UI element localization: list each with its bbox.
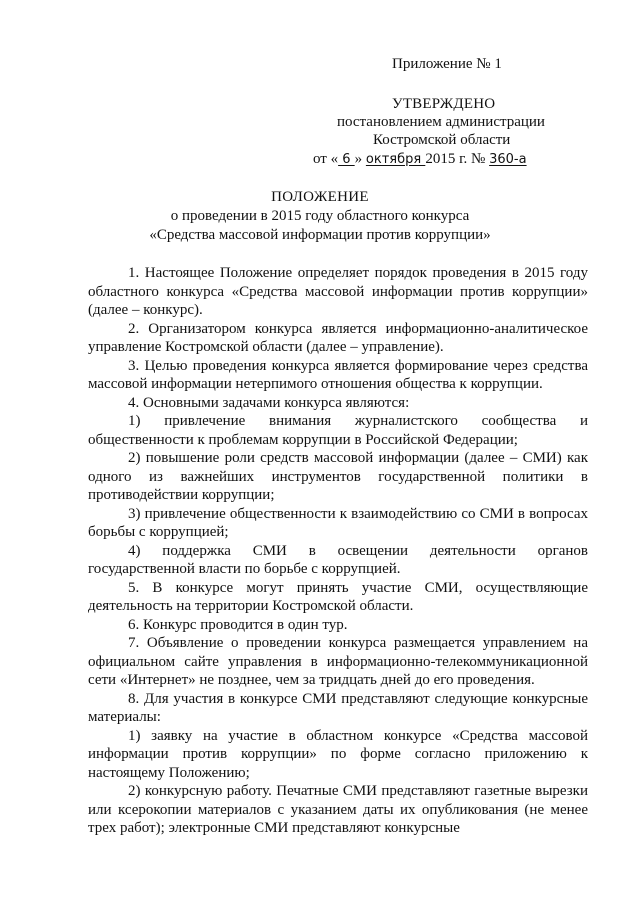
decree-number: 360-а bbox=[489, 152, 527, 167]
title-subtitle-1: о проведении в 2015 году областного конкурса bbox=[170, 208, 470, 224]
date-month: октября bbox=[365, 152, 426, 167]
paragraph: 2) конкурсную работу. Печатные СМИ представляют газетные вырезки или ксерокопии материалов с указанием даты их опубликования (не менее трех работ); электронные СМИ представляют конкурсные bbox=[88, 783, 588, 836]
title-main: ПОЛОЖЕНИЕ bbox=[271, 189, 369, 205]
paragraph: 4. Основными задачами конкурса являются: bbox=[128, 394, 410, 411]
decree-date-line bbox=[313, 149, 527, 170]
paragraph: 1) привлечение внимания журналистского сообщества и общественности к проблемам коррупции в Российской Федерации; bbox=[88, 413, 588, 448]
title-subtitle-2: «Средства массовой информации против коррупции» bbox=[149, 227, 491, 243]
document-body bbox=[88, 264, 588, 838]
paragraph: 7. Объявление о проведении конкурса размещается управлением на официальном сайте управления в информационно-телекоммуникационной сети «Интернет» не позднее, чем за тридцать дней до его проведения. bbox=[88, 635, 588, 688]
paragraph: 1) заявку на участие в областном конкурсе «Средства массовой информации против коррупции» по форме согласно приложению к настоящему Положению; bbox=[88, 727, 588, 781]
date-year: 2015 г. № bbox=[425, 151, 490, 167]
region-line: Костромской области bbox=[373, 132, 511, 148]
paragraph: 4) поддержка СМИ в освещении деятельности органов государственной власти по борьбе с коррупцией. bbox=[88, 542, 588, 577]
paragraph: 6. Конкурс проводится в один тур. bbox=[128, 616, 348, 633]
paragraph: 1. Настоящее Положение определяет порядок проведения в 2015 году областного конкурса «Средства массовой информации против коррупции» (далее – конкурс). bbox=[88, 265, 588, 318]
paragraph: 3. Целью проведения конкурса является формирование через средства массовой информации нетерпимого отношения общества к коррупции. bbox=[88, 357, 588, 392]
approved-stamp-text: УТВЕРЖДЕНО bbox=[392, 96, 496, 112]
paragraph: 2. Организатором конкурса является информационно-аналитическое управление Костромской области (далее – управление). bbox=[88, 320, 588, 355]
date-prefix: от « bbox=[313, 151, 339, 167]
date-day: 6 bbox=[338, 152, 355, 167]
paragraph: 3) привлечение общественности к взаимодействию со СМИ в вопросах борьбы с коррупцией; bbox=[88, 505, 588, 540]
annex-label: Приложение № 1 bbox=[392, 56, 502, 72]
paragraph: 8. Для участия в конкурсе СМИ представляют следующие конкурсные материалы: bbox=[88, 690, 588, 725]
paragraph: 5. В конкурсе могут принять участие СМИ, осуществляющие деятельность на территории Костромской области. bbox=[88, 579, 588, 614]
document-title bbox=[0, 188, 640, 245]
approved-by-line: постановлением администрации bbox=[337, 114, 545, 130]
date-mid: » bbox=[354, 151, 366, 167]
paragraph: 2) повышение роли средств массовой информации (далее – СМИ) как одного из важнейших инструментов государственной политики в противодействии коррупции; bbox=[88, 450, 588, 503]
